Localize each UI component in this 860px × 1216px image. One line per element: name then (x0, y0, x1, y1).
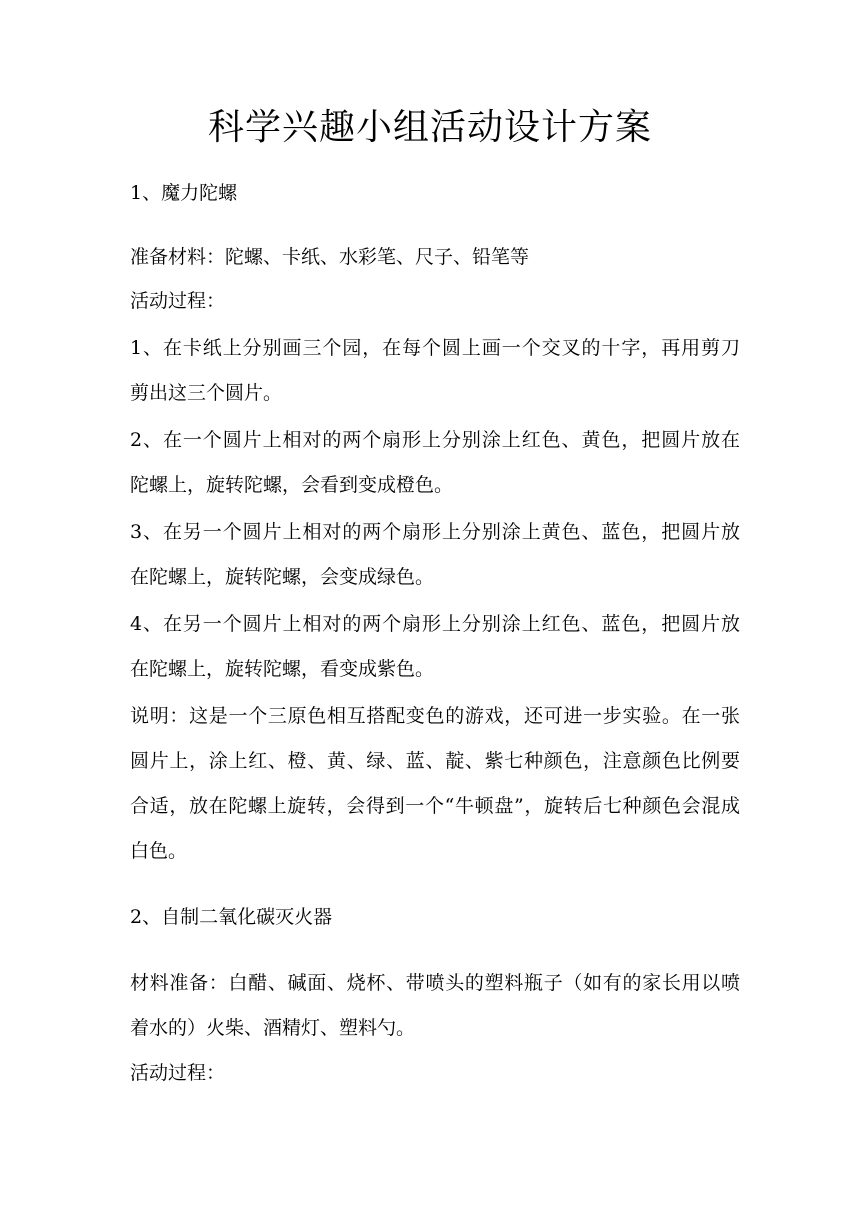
step-1-line-2: 剪出这三个圆片。 (130, 382, 283, 404)
materials-line: 准备材料：陀螺、卡纸、水彩笔、尺子、铅笔等 (130, 246, 530, 268)
step-2-line-2: 陀螺上，旋转陀螺，会看到变成橙色。 (130, 474, 454, 496)
process-heading: 活动过程： (130, 290, 226, 312)
materials-2-line-2: 着水的）火柴、酒精灯、塑料勺。 (130, 1017, 416, 1039)
step-1-line-1: 1、在卡纸上分别画三个园，在每个圆上画一个交叉的十字，再用剪刀 (130, 337, 740, 359)
step-3-line-1: 3、在另一个圆片上相对的两个扇形上分别涂上黄色、蓝色，把圆片放 (130, 521, 740, 543)
process-2-heading: 活动过程： (130, 1062, 226, 1084)
step-4-line-2: 在陀螺上，旋转陀螺，看变成紫色。 (130, 658, 435, 680)
note-line-1: 说明：这是一个三原色相互搭配变色的游戏，还可进一步实验。在一张 (130, 705, 740, 727)
step-4-line-1: 4、在另一个圆片上相对的两个扇形上分别涂上红色、蓝色，把圆片放 (130, 613, 740, 635)
section-heading-spinning-top: 1、魔力陀螺 (130, 182, 238, 204)
section-heading-extinguisher: 2、自制二氧化碳灭火器 (130, 906, 333, 928)
document-title: 科学兴趣小组活动设计方案 (207, 107, 652, 148)
step-2-line-1: 2、在一个圆片上相对的两个扇形上分别涂上红色、黄色，把圆片放在 (130, 429, 740, 451)
materials-2-line-1: 材料准备：白醋、碱面、烧杯、带喷头的塑料瓶子（如有的家长用以喷 (130, 972, 740, 994)
note-line-2: 圆片上，涂上红、橙、黄、绿、蓝、靛、紫七种颜色，注意颜色比例要 (130, 750, 740, 772)
note-line-4: 白色。 (130, 840, 188, 862)
note-line-3: 合适，放在陀螺上旋转，会得到一个“牛顿盘”，旋转后七种颜色会混成 (130, 795, 740, 817)
step-3-line-2: 在陀螺上，旋转陀螺，会变成绿色。 (130, 566, 435, 588)
